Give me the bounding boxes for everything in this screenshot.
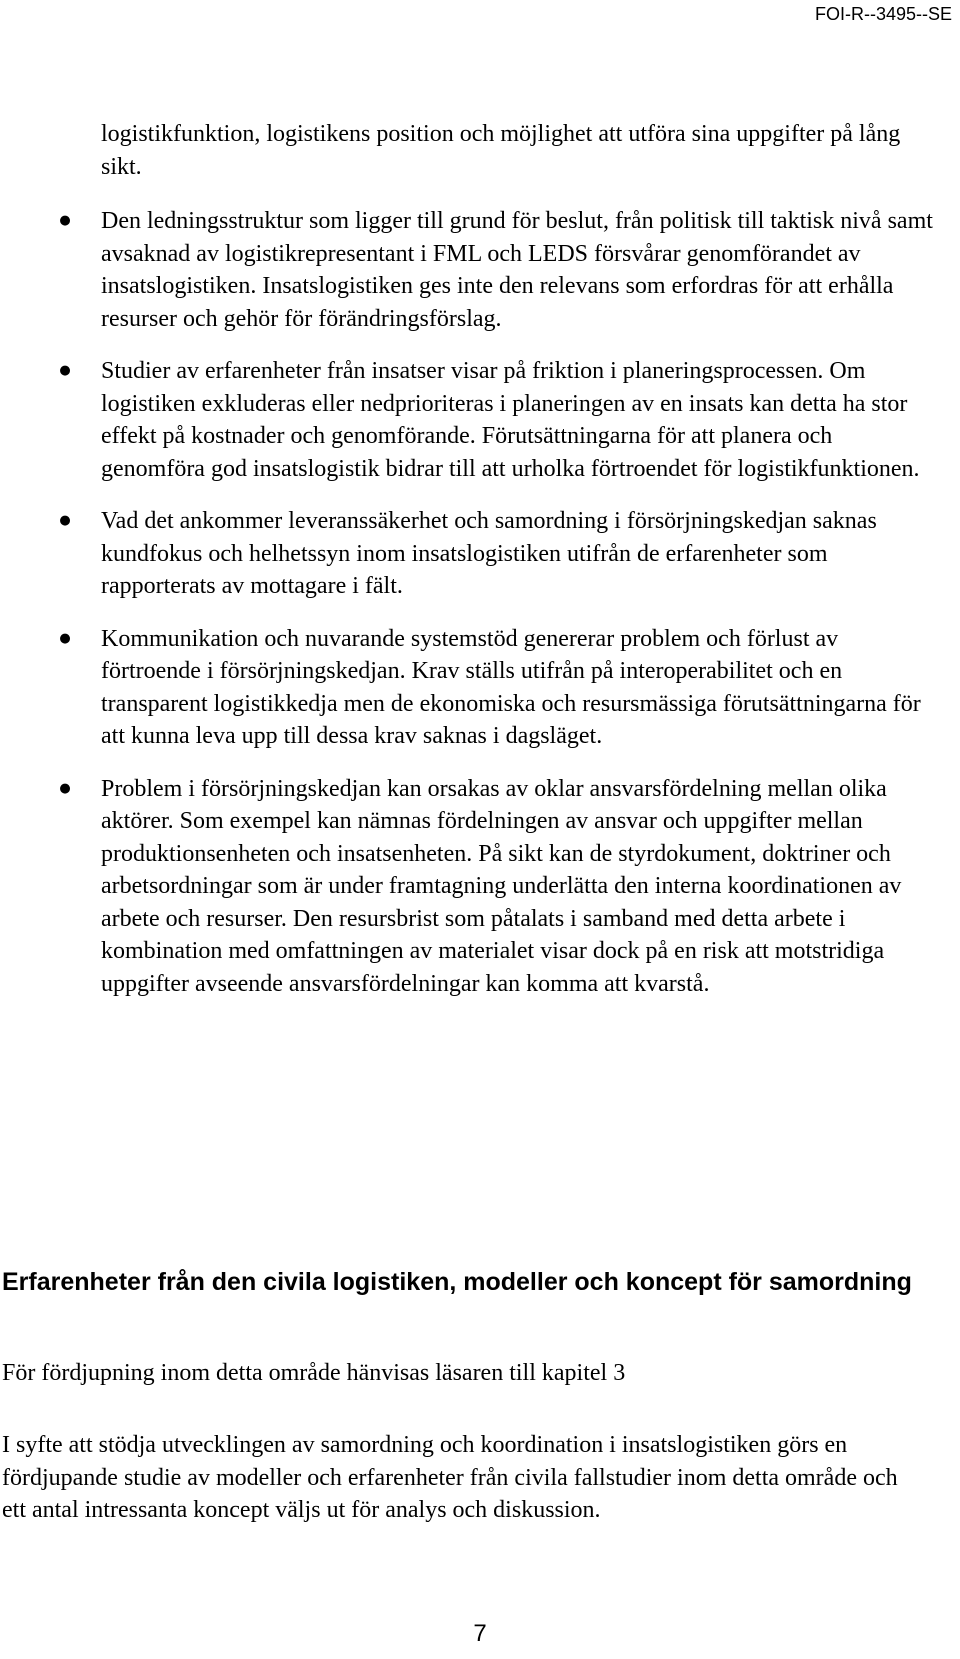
continuation-paragraph: logistikfunktion, logistikens position och möjlighet att utföra sina uppgifter på lång sikt. (101, 121, 901, 180)
bullet-icon: ● (59, 780, 71, 796)
page-number: 7 (473, 1620, 487, 1647)
bullet-item (59, 623, 941, 753)
bullet-icon: ● (59, 513, 71, 528)
bullet-icon: ● (59, 630, 71, 646)
section-heading: Erfarenheter från den civila logistiken, modeller och koncept för samordning (2, 1268, 912, 1296)
bullet-item (59, 505, 941, 603)
bullet-item (59, 205, 941, 335)
reference-paragraph: För fördjupning inom detta område hänvisas läsaren till kapitel 3 (2, 1360, 626, 1386)
bullet-list (59, 205, 941, 1020)
purpose-paragraph: I syfte att stödja utvecklingen av samordning och koordination i insatslogistiken görs en fördjupande studie av modeller och erfarenheter från civila fallstudier inom detta område och ett antal intressanta koncept väljs ut för analys och diskussion. (2, 1432, 898, 1523)
bullet-text: Den ledningsstruktur som ligger till grund för beslut, från politisk till taktisk nivå samt avsaknad av logistikrepresentant i FML och LEDS försvårar genomförandet av insatslogistiken. Insatslogistiken ges inte den relevans som erfordras för att erhålla resurser och gehör för förändringsförslag. (101, 208, 933, 332)
bullet-text: Vad det ankommer leveranssäkerhet och samordning i försörjningskedjan saknas kundfokus och helhetssyn inom insatslogistiken utifrån de erfarenheter som rapporterats av mottagare i fält. (101, 508, 877, 599)
bullet-item (59, 355, 941, 485)
bullet-item (59, 773, 941, 1001)
bullet-icon: ● (59, 363, 71, 378)
bullet-text: Kommunikation och nuvarande systemstöd genererar problem och förlust av förtroende i försörjningskedjan. Krav ställs utifrån på interoperabilitet och en transparent logistikkedja men de ekonomiska och resursmässiga förutsättningarna för att kunna leva upp till dessa krav saknas i dagsläget. (101, 625, 921, 749)
bullet-text: Problem i försörjningskedjan kan orsakas av oklar ansvarsfördelning mellan olika aktörer. Som exempel kan nämnas fördelningen av ansvar och uppgifter mellan produktionsenheten och insatsenheten. På sikt kan de styrdokument, doktriner och arbetsordningar som är under framtagning underlätta den interna koordinationen av arbete och resurser. Den resursbrist som påtalats i samband med detta arbete i kombination med omfattningen av materialet visar dock på en risk att motstridiga uppgifter avseende ansvarsfördelningar kan komma att kvarstå. (101, 775, 902, 997)
report-id: FOI-R--3495--SE (814, 4, 952, 24)
bullet-icon: ● (59, 213, 71, 228)
bullet-text: Studier av erfarenheter från insatser visar på friktion i planeringsprocessen. Om logistiken exkluderas eller nedprioriteras i planeringen av en insats kan detta ha stor effekt på kostnader och genomförande. Förutsättningarna för att planera och genomföra god insatslogistik bidrar till att urholka förtroendet för logistikfunktionen. (101, 358, 920, 482)
